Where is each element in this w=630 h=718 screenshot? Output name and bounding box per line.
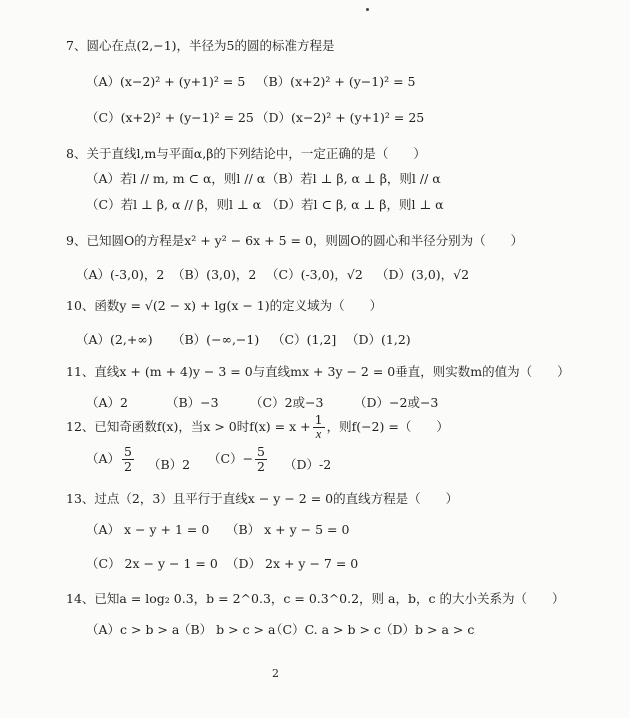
option-label: （A） [86, 450, 121, 466]
question-12-option-b: （B）2 [148, 457, 191, 472]
question-11-stem: 11、直线x + (m + 4)y − 3 = 0与直线mx + 3y − 2 = 0垂直，则实数m的值为（ ） [66, 364, 570, 379]
question-14-stem: 14、已知a = log₂ 0.3，b = 2^0.3，c = 0.3^0.2，则 a，b，c 的大小关系为（ ） [66, 591, 565, 606]
option-c-fraction [255, 445, 267, 474]
question-8-option-c: （C）若l ⊥ β, α // β，则l ⊥ α [86, 197, 262, 212]
question-7-option-a: （A）(x−2)² + (y+1)² = 5 [86, 74, 246, 89]
question-10-option-a: （A）(2,+∞) [76, 332, 153, 347]
question-13-option-b: （B） x + y − 5 = 0 [226, 522, 350, 537]
question-14-option-b: （B） b > c > a [178, 622, 276, 637]
question-14-option-a: （A）c > b > a [86, 622, 180, 637]
question-12-stem-post: ，则f(−2) =（ ） [326, 418, 449, 434]
question-12-option-c [208, 445, 269, 474]
fraction-numerator: 5 [257, 444, 265, 459]
question-12-stem-pre: 12、已知奇函数f(x)，当x > 0时f(x) = x + [66, 418, 311, 434]
question-8-option-d: （D）若l ⊂ β, α ⊥ β，则l ⊥ α [266, 197, 444, 212]
question-12-stem-fraction [313, 413, 325, 442]
question-8-option-a: （A）若l // m, m ⊂ α，则l // α [86, 171, 266, 186]
question-10-stem: 10、函数y = √(2 − x) + lg(x − 1)的定义域为（ ） [66, 298, 383, 313]
option-label: （C）− [208, 450, 254, 466]
question-7-option-c: （C）(x+2)² + (y−1)² = 25 [86, 110, 254, 125]
question-8-stem: 8、关于直线l,m与平面α,β的下列结论中，一定正确的是（ ） [66, 146, 426, 161]
scan-speck [366, 8, 369, 11]
question-14-option-c: （C）C. a > b > c [270, 622, 381, 637]
question-7-stem: 7、圆心在点(2,−1)，半径为5的圆的标准方程是 [66, 38, 335, 53]
question-11-option-c: （C）2或−3 [250, 395, 324, 410]
question-9-option-d: （D）(3,0)，√2 [376, 267, 470, 282]
option-a-fraction [122, 445, 134, 474]
question-9-option-a: （A）(-3,0)，2 [76, 267, 165, 282]
question-11-option-d: （D）−2或−3 [354, 395, 439, 410]
fraction-numerator: 5 [124, 444, 132, 459]
question-10-option-b: （B）(−∞,−1) [172, 332, 260, 347]
question-9-option-b: （B）(3,0)，2 [172, 267, 257, 282]
fraction-denominator: x [315, 426, 322, 441]
question-12-option-d: （D）-2 [284, 457, 332, 472]
question-11-option-b: （B）−3 [166, 395, 219, 410]
question-9-option-c: （C）(-3,0)，√2 [266, 267, 363, 282]
fraction-denominator: 2 [257, 458, 265, 474]
question-14-option-d: （D）b > a > c [380, 622, 475, 637]
fraction-denominator: 2 [124, 458, 132, 474]
question-13-stem: 13、过点（2，3）且平行于直线x − y − 2 = 0的直线方程是（ ） [66, 491, 459, 506]
question-13-option-c: （C） 2x − y − 1 = 0 [86, 556, 218, 571]
question-13-option-a: （A） x − y + 1 = 0 [86, 522, 210, 537]
question-13-option-d: （D） 2x + y − 7 = 0 [226, 556, 359, 571]
question-10-option-d: （D）(1,2) [346, 332, 411, 347]
question-10-option-c: （C）(1,2] [272, 332, 337, 347]
question-7-option-b: （B）(x+2)² + (y−1)² = 5 [256, 74, 416, 89]
page-number: 2 [272, 667, 279, 680]
fraction-numerator: 1 [314, 412, 323, 427]
question-12-stem [66, 413, 449, 442]
question-9-stem: 9、已知圆O的方程是x² + y² − 6x + 5 = 0，则圆O的圆心和半径分别为（ ） [66, 233, 524, 248]
question-7-option-d: （D）(x−2)² + (y+1)² = 25 [256, 110, 425, 125]
question-12-option-a [86, 445, 136, 474]
question-11-option-a: （A）2 [86, 395, 128, 410]
question-8-option-b: （B）若l ⊥ β, α ⊥ β，则l // α [266, 171, 441, 186]
